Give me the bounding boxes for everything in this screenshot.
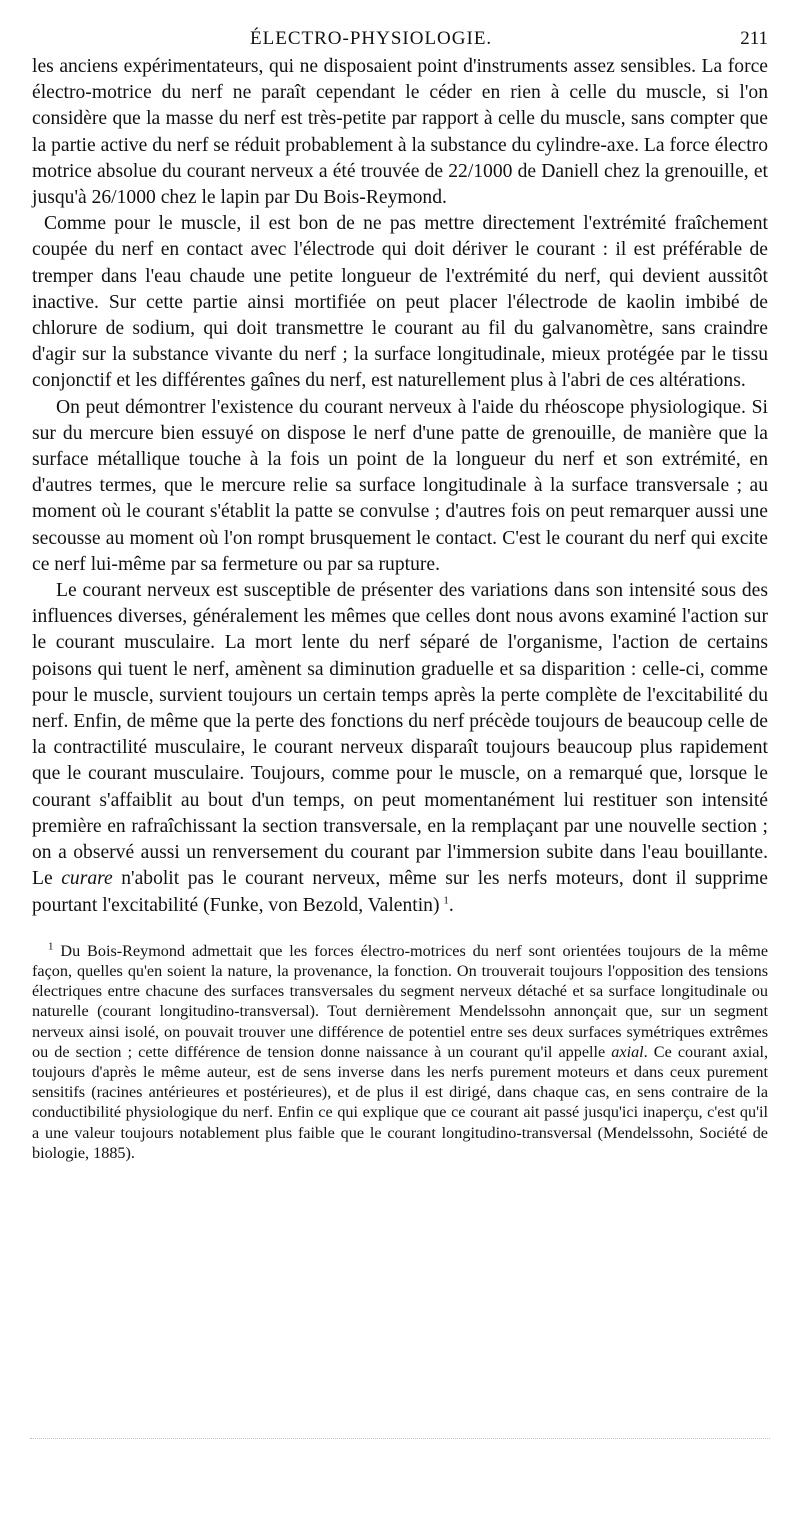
running-head xyxy=(32,28,768,54)
body-text xyxy=(32,54,768,919)
bleed-through-dots xyxy=(30,1438,770,1441)
paragraph-variations-text: Le courant nerveux est susceptible de présenter des variations dans son intensité sous des influences diverses, généralement les mêmes que celles dont nous avons examiné l'action sur le courant musculaire. La mort lente du nerf séparé de l'organisme, l'action de certains poisons qui tuent le nerf, amènent sa diminution graduelle et sa disparition : celle-ci, comme pour le muscle, survient toujours un certain temps après la perte complète de l'excitabilité du nerf. Enfin, de même que la perte des fonctions du nerf précède toujours de beaucoup celle de la contractilité musculaire, le courant nerveux disparaît toujours beaucoup plus rapidement que le courant musculaire. Toujours, comme pour le muscle, on a remarqué que, lorsque le courant s'affaiblit au bout d'un temps, on peut momentanément lui restituer son intensité première en rafraîchissant la section transversale, en la remplaçant par une nouvelle section ; on a observé aussi un renversement du courant par l'immersion subite dans l'eau bouillante. Le xyxy=(32,580,768,890)
paragraph-continuation: les anciens expérimentateurs, qui ne disposaient point d'instruments assez sensibles. La force électro-motrice du nerf ne paraît cependant le céder en rien à celle du muscle, si l'on considère que la masse du nerf est très-petite par rapport à celle du muscle, sans compter que la partie active du nerf se réduit probablement à la substance du cylindre-axe. La force électro motrice absolue du courant nerveux a été trouvée de 22/1000 de Daniell chez la grenouille, et jusqu'à 26/1000 chez le lapin par Du Bois-Reymond. xyxy=(32,56,768,209)
footnote-mark: 1 xyxy=(48,940,54,953)
paragraph-variations-end: . xyxy=(448,894,454,916)
running-title: ÉLECTRO-PHYSIOLOGIE. xyxy=(250,28,493,49)
paragraph-rheoscope: On peut démontrer l'existence du courant nerveux à l'aide du rhéoscope physiologique. Si sur du mercure bien essuyé on dispose le nerf d'une patte de grenouille, de manière que la surface métallique touche à la fois un point de la longueur du nerf et son extrémité, en d'autres termes, que le mercure relie sa surface longitudinale à la surface transversale ; au moment où le courant s'établit la patte se convulse ; d'autres fois on peut remarquer aussi une secousse au moment où l'on rompt brusquement le contact. C'est le courant du nerf qui excite ce nerf lui-même par sa fermeture ou par sa rupture. xyxy=(32,396,768,575)
footnote-text-before: Du Bois-Reymond admettait que les forces électro-motrices du nerf sont orientées toujours de la même façon, quelles qu'en soient la nature, la provenance, la fonction. On trouverait toujours l'opposition des tensions électriques entre chacune des surfaces transversales du segment nerveux détaché et sa surface longitudinale ou naturelle (courant longitudino-transversal). Tout dernièrement Mendelssohn annonçait que, sur un segment nerveux ainsi isolé, on pouvait trouver une différence de potentiel entre ses deux surfaces symétriques extrêmes ou de section ; cette différence de tension donne naissance à un courant qu'il appelle xyxy=(32,941,769,1061)
axial-word: axial xyxy=(611,1042,644,1061)
footnote-text-after: . Ce courant axial, toujours d'après le même auteur, est de sens inverse dans les nerfs purement moteurs et dans ceux purement sensitifs (racines antérieures et postérieures), et de plus il est dirigé, dans chaque cas, en sens contraire de la conductibilité physiologique du nerf. Enfin ce qui explique que ce courant ait passé jusqu'ici inaperçu, c'est qu'il a une valeur toujours notablement plus faible que le courant longitudino-transversal (Mendelssohn, Société de biologie, 1885). xyxy=(32,1042,768,1162)
paragraph-variations xyxy=(32,578,768,919)
paragraph-variations-tail: n'abolit pas le courant nerveux, même sur les nerfs moteurs, dont il supprime pourtant l'excitabilité (Funke, von Bezold, Valentin) xyxy=(32,868,768,916)
footnote-1 xyxy=(32,941,768,1163)
paragraph-electrode: Comme pour le muscle, il est bon de ne pas mettre directement l'extrémité fraîchement coupée du nerf en contact avec l'électrode qui doit dériver le courant : il est préférable de tremper dans l'eau chaude une petite longueur de l'extrémité du nerf, qui devient aussitôt inactive. Sur cette partie ainsi mortifiée on peut placer l'électrode de kaolin imbibé de chlorure de sodium, qui doit transmettre le courant au fil du galvanomètre, sans craindre d'agir sur la substance vivante du nerf ; la surface longitudinale, mieux protégée par le tissu conjonctif et les différentes gaînes du nerf, est naturellement plus à l'abri de ces altérations. xyxy=(32,213,768,392)
curare-word: curare xyxy=(61,868,113,890)
page-number: 211 xyxy=(740,28,768,49)
footnotes xyxy=(32,941,768,1163)
book-page xyxy=(32,28,768,1163)
footnote-reference: 1 xyxy=(443,893,449,906)
